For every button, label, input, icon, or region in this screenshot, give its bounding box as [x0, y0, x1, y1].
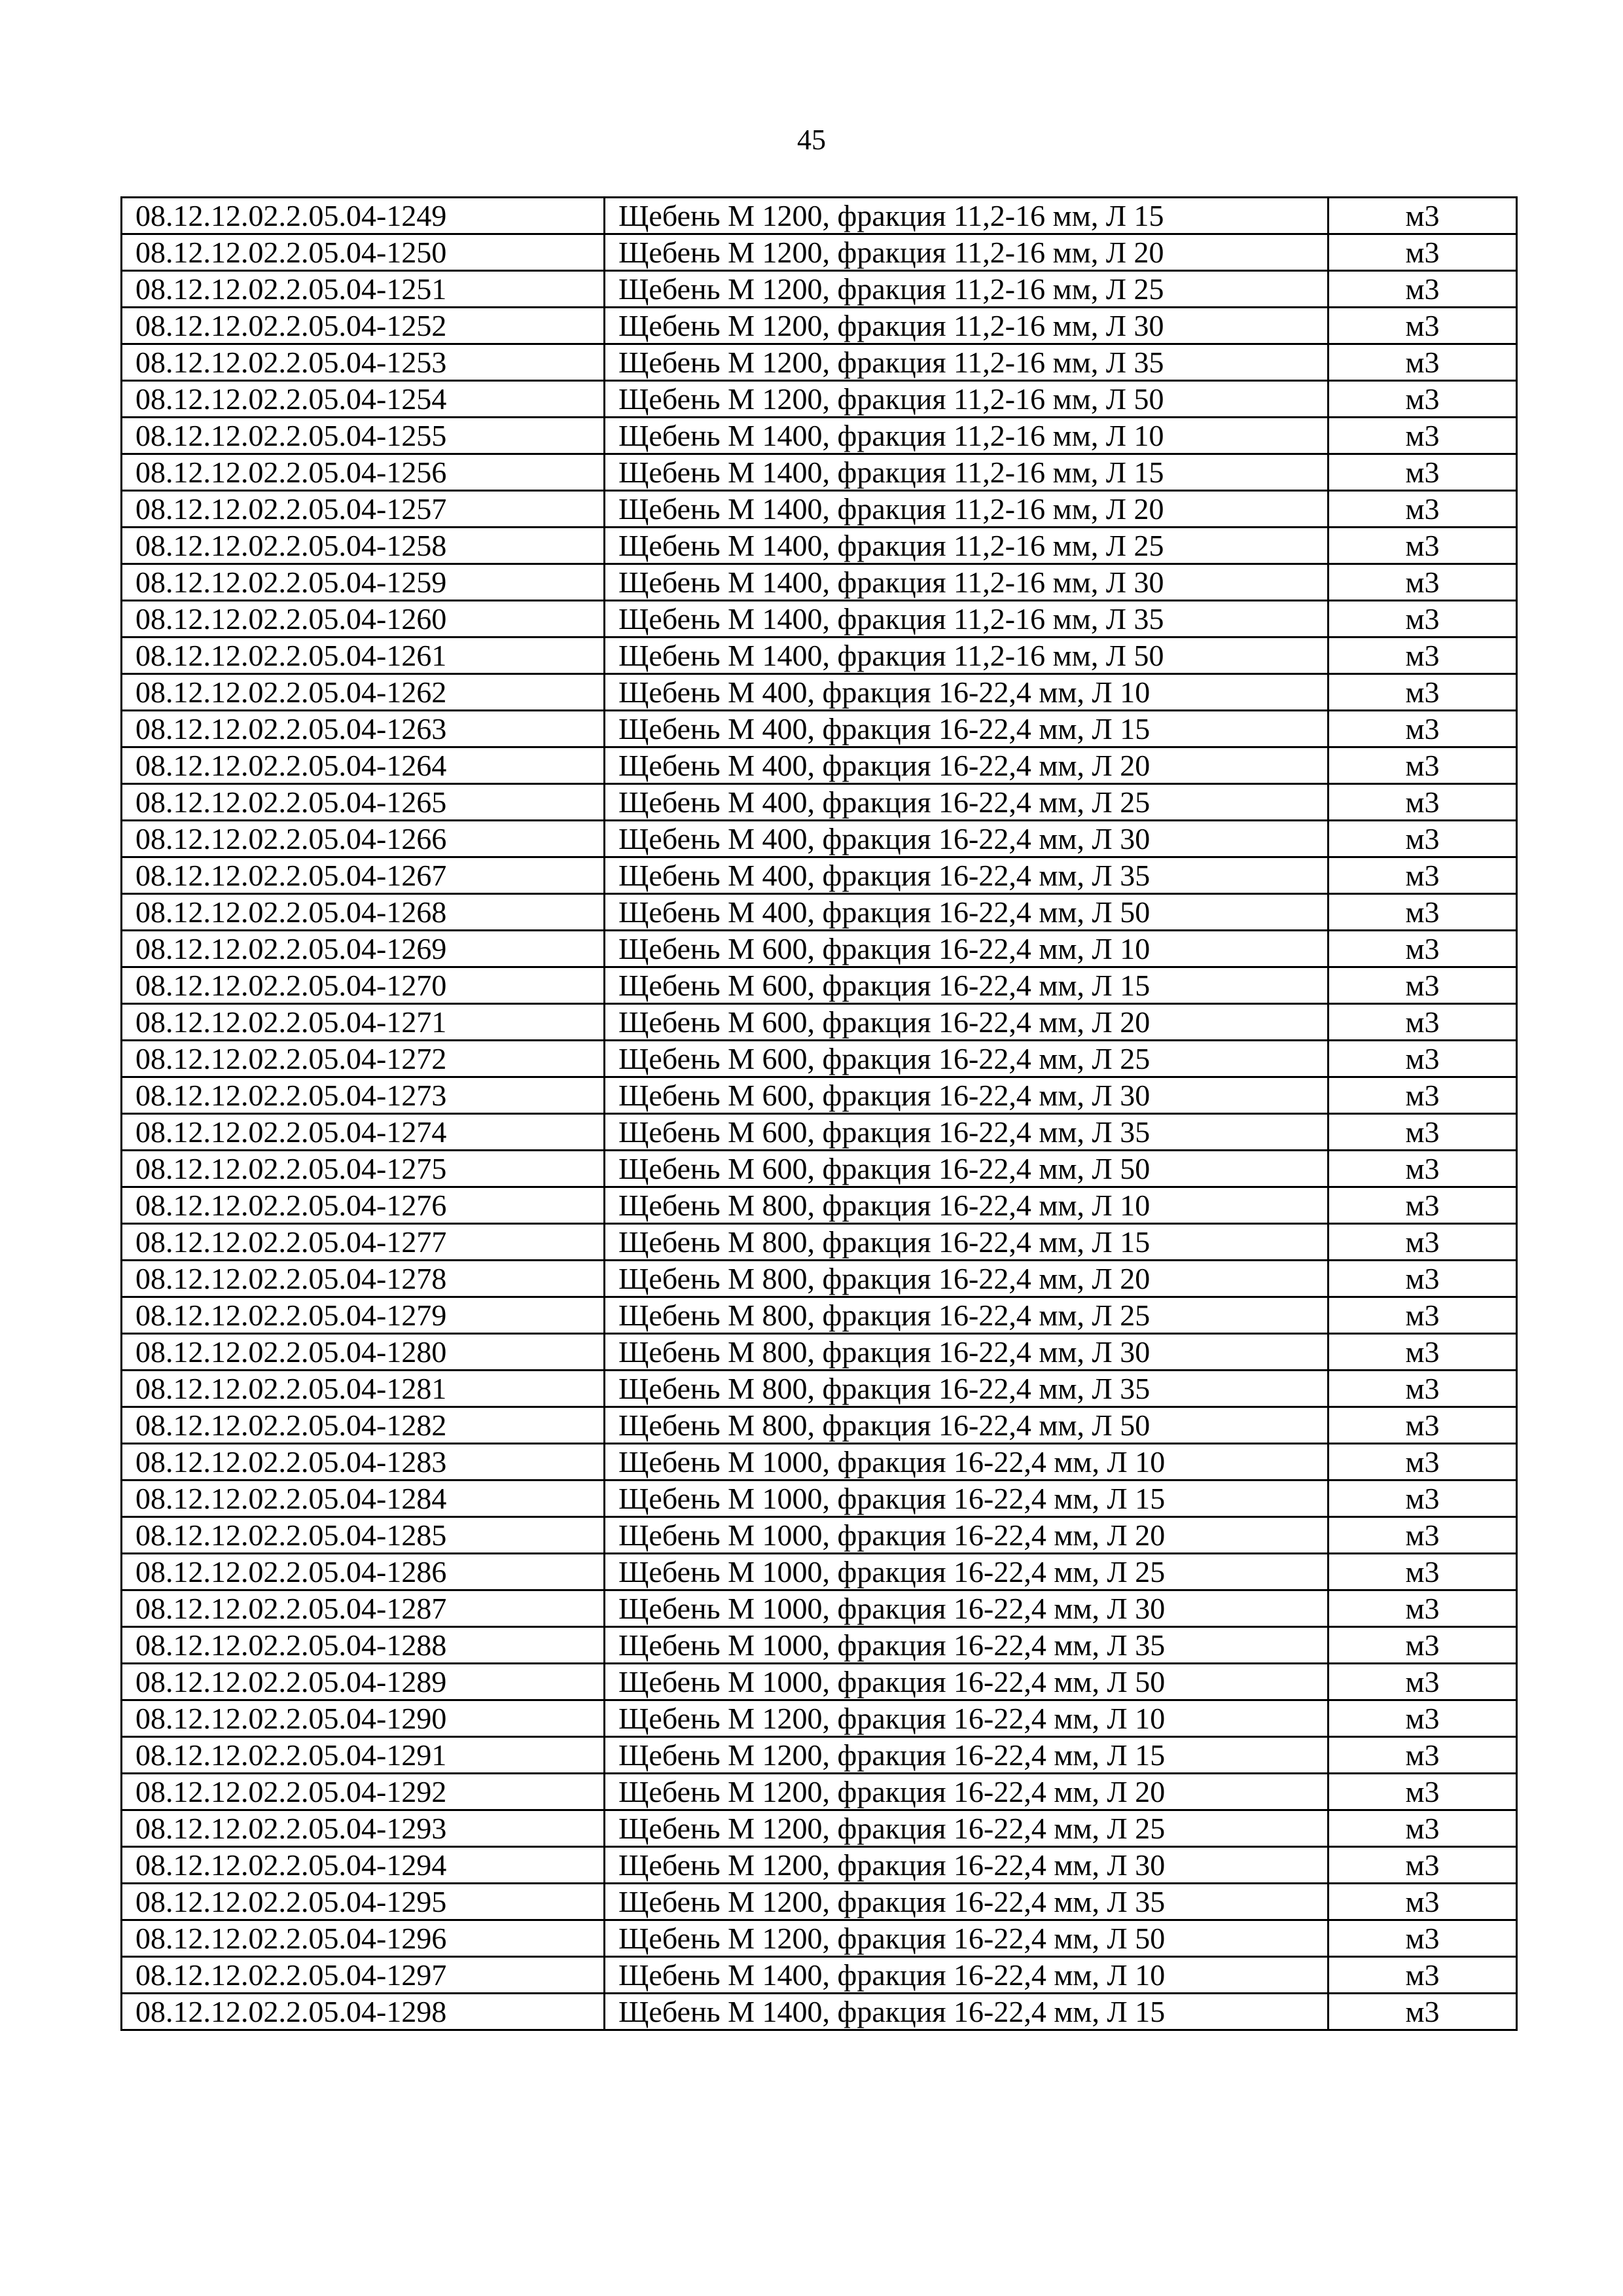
materials-table: [120, 196, 1518, 2031]
code-cell: 08.12.12.02.2.05.04-1252: [122, 308, 605, 344]
table-row: [122, 747, 1517, 784]
table-row: [122, 1590, 1517, 1627]
table-row: [122, 1884, 1517, 1920]
name-cell: Щебень М 1400, фракция 11,2-16 мм, Л 15: [605, 454, 1329, 491]
name-cell: Щебень М 1400, фракция 16-22,4 мм, Л 15: [605, 1994, 1329, 2030]
unit-cell: м3: [1329, 674, 1517, 711]
unit-cell: м3: [1329, 1480, 1517, 1517]
table-row: [122, 674, 1517, 711]
table-row: [122, 931, 1517, 967]
unit-cell: м3: [1329, 1407, 1517, 1444]
table-row: [122, 1627, 1517, 1664]
table-row: [122, 1444, 1517, 1480]
table-row: [122, 234, 1517, 271]
code-cell: 08.12.12.02.2.05.04-1275: [122, 1151, 605, 1187]
code-cell: 08.12.12.02.2.05.04-1281: [122, 1371, 605, 1407]
unit-cell: м3: [1329, 821, 1517, 857]
unit-cell: м3: [1329, 198, 1517, 234]
unit-cell: м3: [1329, 1810, 1517, 1847]
code-cell: 08.12.12.02.2.05.04-1269: [122, 931, 605, 967]
code-cell: 08.12.12.02.2.05.04-1260: [122, 601, 605, 637]
code-cell: 08.12.12.02.2.05.04-1289: [122, 1664, 605, 1700]
unit-cell: м3: [1329, 308, 1517, 344]
name-cell: Щебень М 1200, фракция 16-22,4 мм, Л 20: [605, 1774, 1329, 1810]
code-cell: 08.12.12.02.2.05.04-1278: [122, 1261, 605, 1297]
unit-cell: м3: [1329, 1920, 1517, 1957]
name-cell: Щебень М 1400, фракция 11,2-16 мм, Л 35: [605, 601, 1329, 637]
name-cell: Щебень М 1400, фракция 11,2-16 мм, Л 50: [605, 637, 1329, 674]
name-cell: Щебень М 1200, фракция 11,2-16 мм, Л 35: [605, 344, 1329, 381]
unit-cell: м3: [1329, 1554, 1517, 1590]
unit-cell: м3: [1329, 967, 1517, 1004]
unit-cell: м3: [1329, 1664, 1517, 1700]
code-cell: 08.12.12.02.2.05.04-1288: [122, 1627, 605, 1664]
unit-cell: м3: [1329, 1151, 1517, 1187]
code-cell: 08.12.12.02.2.05.04-1251: [122, 271, 605, 308]
name-cell: Щебень М 1400, фракция 11,2-16 мм, Л 25: [605, 528, 1329, 564]
name-cell: Щебень М 600, фракция 16-22,4 мм, Л 15: [605, 967, 1329, 1004]
code-cell: 08.12.12.02.2.05.04-1280: [122, 1334, 605, 1371]
page-number: 45: [797, 124, 826, 156]
name-cell: Щебень М 1000, фракция 16-22,4 мм, Л 20: [605, 1517, 1329, 1554]
table-row: [122, 1737, 1517, 1774]
table-row: [122, 1297, 1517, 1334]
table-row: [122, 528, 1517, 564]
code-cell: 08.12.12.02.2.05.04-1295: [122, 1884, 605, 1920]
table-row: [122, 564, 1517, 601]
unit-cell: м3: [1329, 1627, 1517, 1664]
table-row: [122, 344, 1517, 381]
code-cell: 08.12.12.02.2.05.04-1255: [122, 418, 605, 454]
unit-cell: м3: [1329, 1737, 1517, 1774]
table-body: [122, 198, 1517, 2030]
unit-cell: м3: [1329, 711, 1517, 747]
name-cell: Щебень М 1400, фракция 11,2-16 мм, Л 20: [605, 491, 1329, 528]
code-cell: 08.12.12.02.2.05.04-1286: [122, 1554, 605, 1590]
code-cell: 08.12.12.02.2.05.04-1274: [122, 1114, 605, 1151]
unit-cell: м3: [1329, 1994, 1517, 2030]
unit-cell: м3: [1329, 1517, 1517, 1554]
name-cell: Щебень М 800, фракция 16-22,4 мм, Л 15: [605, 1224, 1329, 1261]
name-cell: Щебень М 400, фракция 16-22,4 мм, Л 20: [605, 747, 1329, 784]
code-cell: 08.12.12.02.2.05.04-1272: [122, 1041, 605, 1077]
unit-cell: м3: [1329, 1334, 1517, 1371]
name-cell: Щебень М 1200, фракция 11,2-16 мм, Л 25: [605, 271, 1329, 308]
table-row: [122, 784, 1517, 821]
table-row: [122, 1151, 1517, 1187]
name-cell: Щебень М 800, фракция 16-22,4 мм, Л 50: [605, 1407, 1329, 1444]
table-row: [122, 1554, 1517, 1590]
name-cell: Щебень М 1400, фракция 11,2-16 мм, Л 30: [605, 564, 1329, 601]
code-cell: 08.12.12.02.2.05.04-1264: [122, 747, 605, 784]
code-cell: 08.12.12.02.2.05.04-1263: [122, 711, 605, 747]
name-cell: Щебень М 400, фракция 16-22,4 мм, Л 15: [605, 711, 1329, 747]
code-cell: 08.12.12.02.2.05.04-1250: [122, 234, 605, 271]
code-cell: 08.12.12.02.2.05.04-1262: [122, 674, 605, 711]
code-cell: 08.12.12.02.2.05.04-1268: [122, 894, 605, 931]
code-cell: 08.12.12.02.2.05.04-1292: [122, 1774, 605, 1810]
table-row: [122, 271, 1517, 308]
name-cell: Щебень М 600, фракция 16-22,4 мм, Л 50: [605, 1151, 1329, 1187]
table-row: [122, 1664, 1517, 1700]
code-cell: 08.12.12.02.2.05.04-1282: [122, 1407, 605, 1444]
name-cell: Щебень М 1200, фракция 16-22,4 мм, Л 15: [605, 1737, 1329, 1774]
code-cell: 08.12.12.02.2.05.04-1258: [122, 528, 605, 564]
code-cell: 08.12.12.02.2.05.04-1279: [122, 1297, 605, 1334]
table-row: [122, 601, 1517, 637]
code-cell: 08.12.12.02.2.05.04-1271: [122, 1004, 605, 1041]
unit-cell: м3: [1329, 528, 1517, 564]
table-row: [122, 1004, 1517, 1041]
name-cell: Щебень М 1200, фракция 11,2-16 мм, Л 30: [605, 308, 1329, 344]
name-cell: Щебень М 1400, фракция 16-22,4 мм, Л 10: [605, 1957, 1329, 1994]
table-row: [122, 1077, 1517, 1114]
name-cell: Щебень М 1000, фракция 16-22,4 мм, Л 35: [605, 1627, 1329, 1664]
unit-cell: м3: [1329, 857, 1517, 894]
name-cell: Щебень М 400, фракция 16-22,4 мм, Л 50: [605, 894, 1329, 931]
code-cell: 08.12.12.02.2.05.04-1297: [122, 1957, 605, 1994]
table-row: [122, 1334, 1517, 1371]
name-cell: Щебень М 600, фракция 16-22,4 мм, Л 35: [605, 1114, 1329, 1151]
table-row: [122, 894, 1517, 931]
table-row: [122, 1480, 1517, 1517]
unit-cell: м3: [1329, 1700, 1517, 1737]
name-cell: Щебень М 1000, фракция 16-22,4 мм, Л 10: [605, 1444, 1329, 1480]
table-row: [122, 308, 1517, 344]
unit-cell: м3: [1329, 1004, 1517, 1041]
name-cell: Щебень М 1200, фракция 11,2-16 мм, Л 50: [605, 381, 1329, 418]
unit-cell: м3: [1329, 784, 1517, 821]
name-cell: Щебень М 600, фракция 16-22,4 мм, Л 20: [605, 1004, 1329, 1041]
table-row: [122, 491, 1517, 528]
code-cell: 08.12.12.02.2.05.04-1267: [122, 857, 605, 894]
unit-cell: м3: [1329, 1261, 1517, 1297]
table-row: [122, 1957, 1517, 1994]
code-cell: 08.12.12.02.2.05.04-1294: [122, 1847, 605, 1884]
name-cell: Щебень М 800, фракция 16-22,4 мм, Л 20: [605, 1261, 1329, 1297]
name-cell: Щебень М 1200, фракция 16-22,4 мм, Л 10: [605, 1700, 1329, 1737]
table-row: [122, 1810, 1517, 1847]
unit-cell: м3: [1329, 1224, 1517, 1261]
code-cell: 08.12.12.02.2.05.04-1259: [122, 564, 605, 601]
table-row: [122, 1994, 1517, 2030]
table-row: [122, 1700, 1517, 1737]
code-cell: 08.12.12.02.2.05.04-1257: [122, 491, 605, 528]
code-cell: 08.12.12.02.2.05.04-1291: [122, 1737, 605, 1774]
unit-cell: м3: [1329, 1077, 1517, 1114]
name-cell: Щебень М 400, фракция 16-22,4 мм, Л 35: [605, 857, 1329, 894]
unit-cell: м3: [1329, 1444, 1517, 1480]
table-row: [122, 967, 1517, 1004]
unit-cell: м3: [1329, 1774, 1517, 1810]
unit-cell: м3: [1329, 564, 1517, 601]
code-cell: 08.12.12.02.2.05.04-1298: [122, 1994, 605, 2030]
unit-cell: м3: [1329, 418, 1517, 454]
table-row: [122, 454, 1517, 491]
code-cell: 08.12.12.02.2.05.04-1293: [122, 1810, 605, 1847]
code-cell: 08.12.12.02.2.05.04-1296: [122, 1920, 605, 1957]
name-cell: Щебень М 1000, фракция 16-22,4 мм, Л 30: [605, 1590, 1329, 1627]
code-cell: 08.12.12.02.2.05.04-1270: [122, 967, 605, 1004]
code-cell: 08.12.12.02.2.05.04-1253: [122, 344, 605, 381]
unit-cell: м3: [1329, 1957, 1517, 1994]
unit-cell: м3: [1329, 894, 1517, 931]
table-row: [122, 1261, 1517, 1297]
name-cell: Щебень М 400, фракция 16-22,4 мм, Л 25: [605, 784, 1329, 821]
name-cell: Щебень М 1200, фракция 16-22,4 мм, Л 50: [605, 1920, 1329, 1957]
name-cell: Щебень М 1000, фракция 16-22,4 мм, Л 25: [605, 1554, 1329, 1590]
name-cell: Щебень М 800, фракция 16-22,4 мм, Л 25: [605, 1297, 1329, 1334]
table-row: [122, 1224, 1517, 1261]
unit-cell: м3: [1329, 601, 1517, 637]
name-cell: Щебень М 1000, фракция 16-22,4 мм, Л 50: [605, 1664, 1329, 1700]
code-cell: 08.12.12.02.2.05.04-1276: [122, 1187, 605, 1224]
code-cell: 08.12.12.02.2.05.04-1285: [122, 1517, 605, 1554]
code-cell: 08.12.12.02.2.05.04-1287: [122, 1590, 605, 1627]
unit-cell: м3: [1329, 1590, 1517, 1627]
table-row: [122, 1774, 1517, 1810]
code-cell: 08.12.12.02.2.05.04-1290: [122, 1700, 605, 1737]
table-row: [122, 1407, 1517, 1444]
name-cell: Щебень М 800, фракция 16-22,4 мм, Л 30: [605, 1334, 1329, 1371]
unit-cell: м3: [1329, 931, 1517, 967]
name-cell: Щебень М 600, фракция 16-22,4 мм, Л 10: [605, 931, 1329, 967]
table-row: [122, 1041, 1517, 1077]
unit-cell: м3: [1329, 234, 1517, 271]
table-row: [122, 1920, 1517, 1957]
unit-cell: м3: [1329, 1371, 1517, 1407]
table-row: [122, 1187, 1517, 1224]
code-cell: 08.12.12.02.2.05.04-1273: [122, 1077, 605, 1114]
unit-cell: м3: [1329, 747, 1517, 784]
unit-cell: м3: [1329, 1041, 1517, 1077]
code-cell: 08.12.12.02.2.05.04-1265: [122, 784, 605, 821]
code-cell: 08.12.12.02.2.05.04-1261: [122, 637, 605, 674]
code-cell: 08.12.12.02.2.05.04-1277: [122, 1224, 605, 1261]
name-cell: Щебень М 400, фракция 16-22,4 мм, Л 30: [605, 821, 1329, 857]
unit-cell: м3: [1329, 1114, 1517, 1151]
table-row: [122, 711, 1517, 747]
name-cell: Щебень М 600, фракция 16-22,4 мм, Л 30: [605, 1077, 1329, 1114]
code-cell: 08.12.12.02.2.05.04-1256: [122, 454, 605, 491]
unit-cell: м3: [1329, 271, 1517, 308]
table-row: [122, 821, 1517, 857]
code-cell: 08.12.12.02.2.05.04-1254: [122, 381, 605, 418]
unit-cell: м3: [1329, 491, 1517, 528]
unit-cell: м3: [1329, 1187, 1517, 1224]
code-cell: 08.12.12.02.2.05.04-1283: [122, 1444, 605, 1480]
unit-cell: м3: [1329, 454, 1517, 491]
table-row: [122, 418, 1517, 454]
unit-cell: м3: [1329, 1884, 1517, 1920]
table-row: [122, 1371, 1517, 1407]
unit-cell: м3: [1329, 1847, 1517, 1884]
name-cell: Щебень М 1200, фракция 16-22,4 мм, Л 25: [605, 1810, 1329, 1847]
unit-cell: м3: [1329, 1297, 1517, 1334]
name-cell: Щебень М 800, фракция 16-22,4 мм, Л 10: [605, 1187, 1329, 1224]
name-cell: Щебень М 1200, фракция 11,2-16 мм, Л 15: [605, 198, 1329, 234]
unit-cell: м3: [1329, 381, 1517, 418]
table-row: [122, 381, 1517, 418]
name-cell: Щебень М 800, фракция 16-22,4 мм, Л 35: [605, 1371, 1329, 1407]
code-cell: 08.12.12.02.2.05.04-1266: [122, 821, 605, 857]
table-row: [122, 198, 1517, 234]
name-cell: Щебень М 600, фракция 16-22,4 мм, Л 25: [605, 1041, 1329, 1077]
unit-cell: м3: [1329, 344, 1517, 381]
name-cell: Щебень М 1200, фракция 16-22,4 мм, Л 30: [605, 1847, 1329, 1884]
name-cell: Щебень М 400, фракция 16-22,4 мм, Л 10: [605, 674, 1329, 711]
table-row: [122, 1114, 1517, 1151]
table-row: [122, 637, 1517, 674]
code-cell: 08.12.12.02.2.05.04-1284: [122, 1480, 605, 1517]
name-cell: Щебень М 1400, фракция 11,2-16 мм, Л 10: [605, 418, 1329, 454]
name-cell: Щебень М 1000, фракция 16-22,4 мм, Л 15: [605, 1480, 1329, 1517]
table-row: [122, 1517, 1517, 1554]
unit-cell: м3: [1329, 637, 1517, 674]
name-cell: Щебень М 1200, фракция 16-22,4 мм, Л 35: [605, 1884, 1329, 1920]
name-cell: Щебень М 1200, фракция 11,2-16 мм, Л 20: [605, 234, 1329, 271]
table-row: [122, 1847, 1517, 1884]
table-row: [122, 857, 1517, 894]
code-cell: 08.12.12.02.2.05.04-1249: [122, 198, 605, 234]
